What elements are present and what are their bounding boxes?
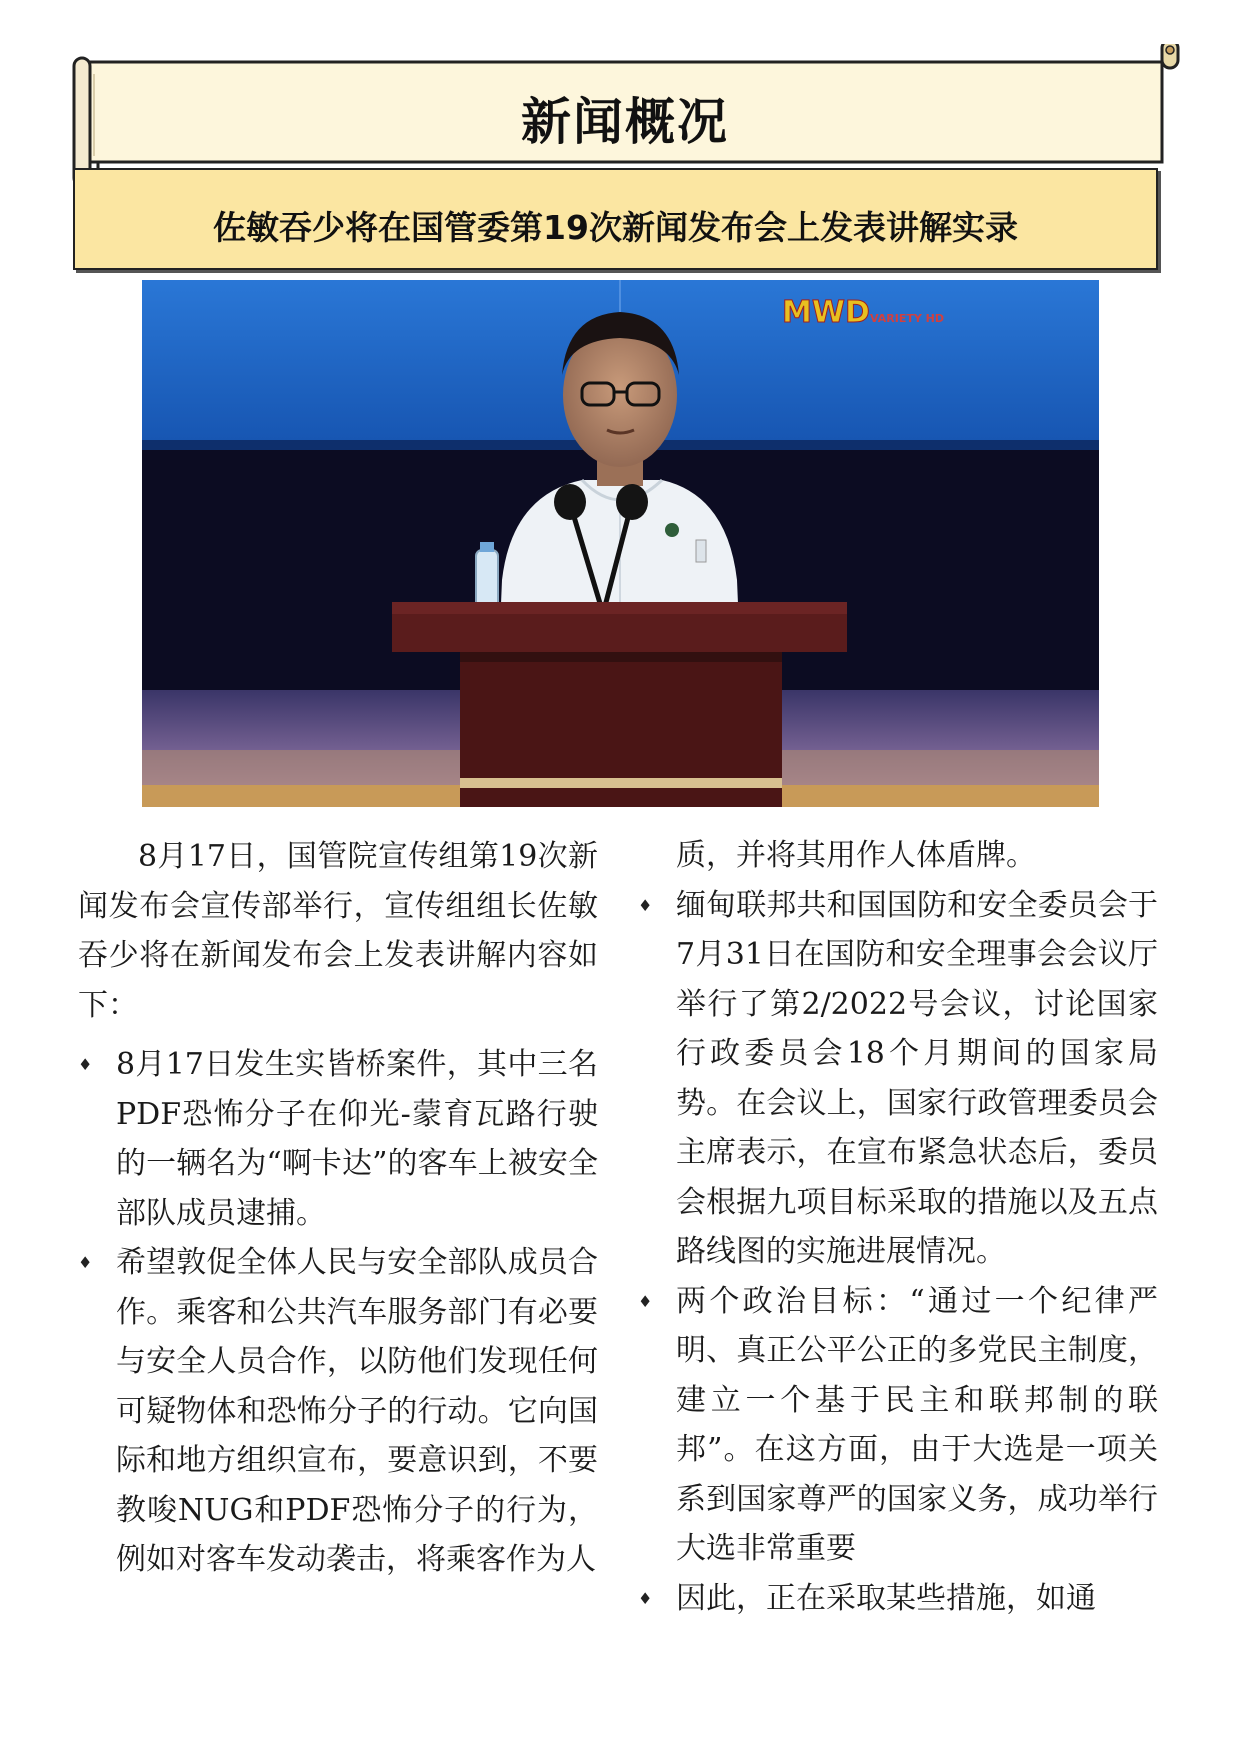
list-item: ♦ 缅甸联邦共和国国防和安全委员会于7月31日在国防和安全理事会会议厅举行了第2/2022号会议，讨论国家行政委员会18个月期间的国家局势。在会议上，国家行政管理委员会主席表示，在宣布紧急状态后，委员会根据九项目标采取的措施以及五点路线图的实施进展情况。 <box>638 881 1158 1277</box>
article-headline-box <box>73 168 1158 270</box>
left-bullet-list <box>78 1040 598 1585</box>
list-item: ♦ 两个政治目标：“通过一个纪律严明、真正公平公正的多党民主制度，建立一个基于民主和联邦制的联邦”。在这方面，由于大选是一项关系到国家尊严的国家义务，成功举行大选非常重要 <box>638 1277 1158 1574</box>
tv-channel-logo-sub: VARIETY HD <box>870 312 944 325</box>
article-right-column <box>638 831 1158 1623</box>
list-item: ♦ 因此，正在采取某些措施，如通 <box>638 1574 1158 1624</box>
article-intro: 8月17日，国管院宣传组第19次新闻发布会宣传部举行，宣传组组长佐敏吞少将在新闻发布会上发表讲解内容如下： <box>78 839 598 1023</box>
article-headline: 佐敏吞少将在国管委第19次新闻发布会上发表讲解实录 <box>213 208 1018 247</box>
press-conference-photo <box>142 280 1099 807</box>
bullet-continuation: 质，并将其用作人体盾牌。 <box>676 838 1036 873</box>
list-item: ♦ 8月17日发生实皆桥案件，其中三名PDF恐怖分子在仰光-蒙育瓦路行驶的一辆名为“啊卡达”的客车上被安全部队成员逮捕。 <box>78 1040 598 1238</box>
right-bullet-list <box>638 881 1158 1624</box>
article-left-column <box>78 832 598 1585</box>
list-item: ♦ 希望敦促全体人民与安全部队成员合作。乘客和公共汽车服务部门有必要与安全人员合作，以防他们发现任何可疑物体和恐怖分子的行动。它向国际和地方组织宣布，要意识到，不要教唆NUG和PDF恐怖分子的行为，例如对客车发动袭击，将乘客作为人 <box>78 1238 598 1585</box>
tv-channel-logo: MWD <box>782 295 870 330</box>
page-title: 新闻概况 <box>521 93 729 151</box>
